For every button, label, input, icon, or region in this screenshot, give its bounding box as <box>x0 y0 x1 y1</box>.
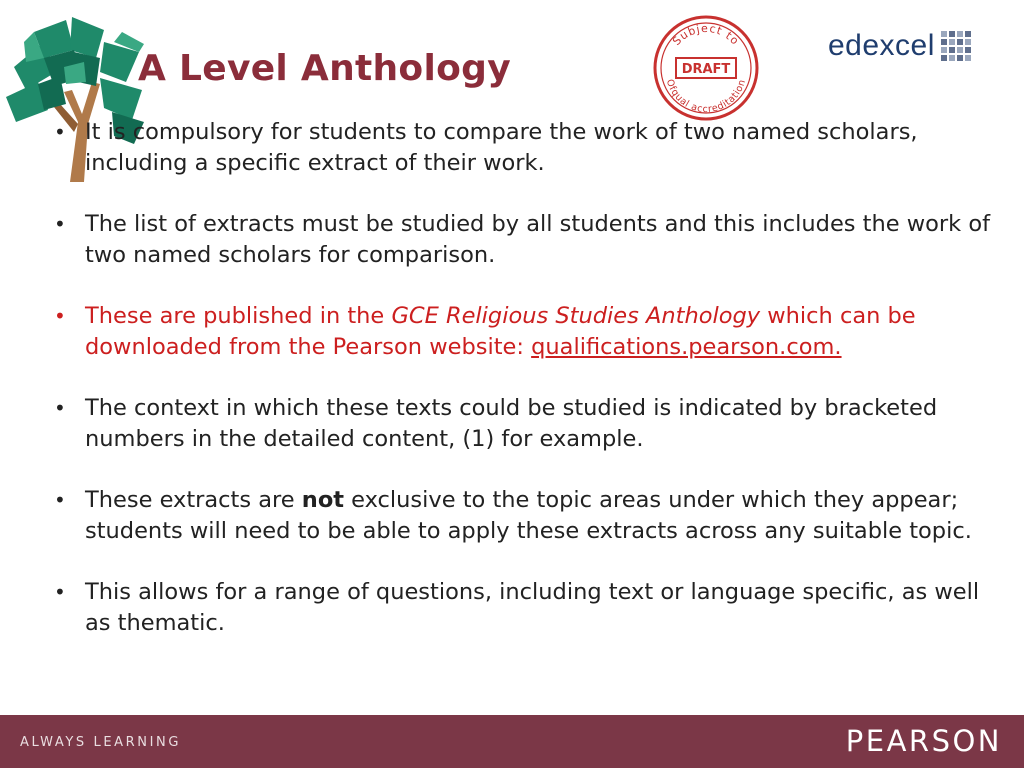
bullet-text: The list of extracts must be studied by all students and this includes the work of two named scholars for comparison. <box>85 211 991 268</box>
bullet-list <box>46 117 996 669</box>
bullet-item-highlight <box>46 301 996 363</box>
bullet-icon: • <box>54 580 66 604</box>
draft-stamp <box>652 14 760 122</box>
anthology-title: GCE Religious Studies Anthology <box>391 303 761 329</box>
footer-tagline: ALWAYS LEARNING <box>20 735 182 750</box>
emphasis-text: not <box>301 487 345 513</box>
bullet-text: These are published in the <box>85 303 392 329</box>
stamp-top-text: Subject to <box>670 21 742 48</box>
stamp-bottom-text: Ofqual accreditation <box>663 77 749 116</box>
bullet-item <box>46 117 996 179</box>
bullet-item <box>46 485 996 547</box>
stamp-draft-text: DRAFT <box>681 62 731 77</box>
logo-text: edexcel <box>828 29 935 62</box>
bullet-text: which can be downloaded from the Pearson website: <box>85 303 916 360</box>
bullet-icon: • <box>54 304 66 328</box>
bullet-icon: • <box>54 488 66 512</box>
bullet-icon: • <box>54 120 66 144</box>
bullet-icon: • <box>54 212 66 236</box>
svg-text:Subject to <box>670 22 742 48</box>
bullet-text: This allows for a range of questions, including text or language specific, as well as thematic. <box>85 579 980 636</box>
bullet-icon: • <box>54 396 66 420</box>
bullet-item <box>46 209 996 271</box>
pearson-website-link[interactable]: qualifications.pearson.com. <box>531 334 842 360</box>
bullet-text: The context in which these texts could be studied is indicated by bracketed numbers in the detailed content, (1) for example. <box>85 395 938 452</box>
page-title: A Level Anthology <box>138 48 511 89</box>
bullet-text: exclusive to the topic areas under which they appear; students will need to be able to apply these extracts across any suitable topic. <box>85 487 972 544</box>
logo-dots-icon <box>941 31 971 61</box>
bullet-item <box>46 393 996 455</box>
bullet-item <box>46 577 996 639</box>
bullet-text: It is compulsory for students to compare the work of two named scholars, including a specific extract of their work. <box>85 119 918 176</box>
edexcel-logo <box>828 26 971 66</box>
footer-bar <box>0 715 1024 768</box>
pearson-logo: PEARSON <box>845 724 1002 758</box>
bullet-text: These extracts are <box>85 487 302 513</box>
